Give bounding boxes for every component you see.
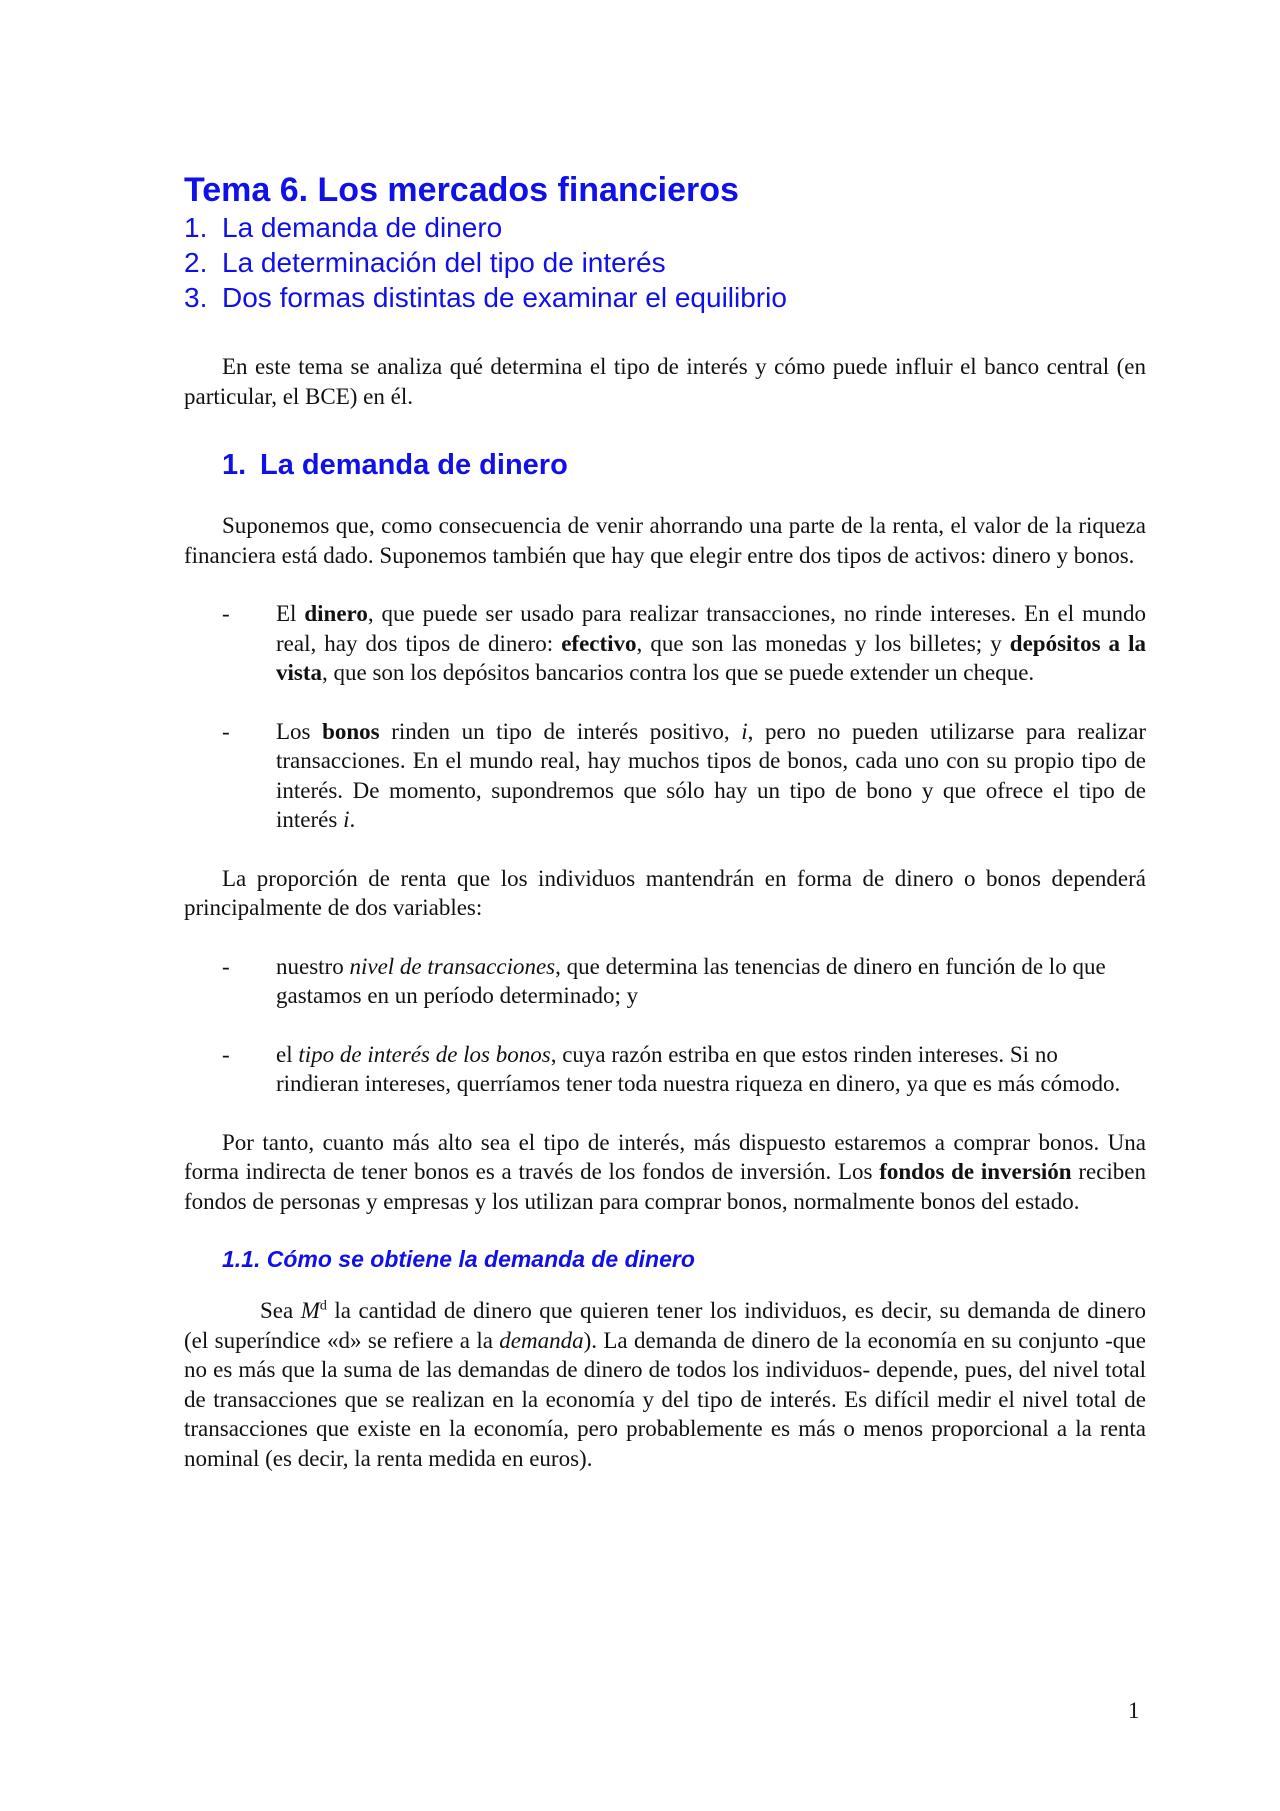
term-bonos: bonos xyxy=(322,718,380,744)
list-item-text: Los bonos rinden un tipo de interés positivo, i, pero no pueden utilizarse para realizar transacciones. En el mundo real, hay muchos tipos de bonos, cada uno con su propio tipo de interés. De momento, supondremos que sólo hay un tipo de bono y que ofrece el tipo de interés i. xyxy=(276,718,1146,832)
toc-item xyxy=(184,210,1146,245)
list-item-text: El dinero, que puede ser usado para realizar transacciones, no rinde intereses. En el mundo real, hay dos tipos de dinero: efectivo, que son las monedas y los billetes; y depósitos a la vista, que son los depósitos bancarios contra los que se puede extender un cheque. xyxy=(276,601,1146,685)
list-item-text: el tipo de interés de los bonos, cuya razón estriba en que estos rinden intereses. Si no rindieran intereses, querríamos tener toda nuestra riqueza en dinero, ya que es más cómodo. xyxy=(276,1041,1121,1096)
toc-item-number: 2. xyxy=(184,247,208,278)
term-efectivo: efectivo xyxy=(561,630,637,656)
term-depositos-vista: depósitos a la vista xyxy=(276,630,1146,685)
toc-item-label: La demanda de dinero xyxy=(222,212,503,243)
section-title: La demanda de dinero xyxy=(260,449,568,481)
section-number: 1. xyxy=(222,449,247,481)
list-item-money xyxy=(184,599,1146,688)
subsection-1-1-heading: 1.1. Cómo se obtiene la demanda de dinero xyxy=(222,1246,695,1272)
paragraph-investment-funds: Por tanto, cuanto más alto sea el tipo de interés, más dispuesto estaremos a comprar bonos. Una forma indirecta de tener bonos es a través de los fondos de inversión. Los fondos de inversión reciben fondos de personas y empresas y los utilizan para comprar bonos, normalmente bonos del estado. xyxy=(184,1129,1146,1214)
paragraph-money-demand: Sea $M^d$ la cantidad de dinero que quieren tener los individuos, es decir, su demanda de dinero (el superíndice «d» se refiere a la demanda). La demanda de dinero de la economía en su conjunto -que no es más que la suma de las demandas de dinero de todos los individuos- depende, pues, del nivel total de transacciones que se realizan en la economía y del tipo de interés. Es difícil medir el nivel total de transacciones que existe en la economía, pero probablemente es más o menos proporcional a la renta nominal (es decir, la renta medida en euros). xyxy=(184,1298,1146,1471)
page-number: 1 xyxy=(1128,1698,1140,1723)
paragraph-wealth: Suponemos que, como consecuencia de venir ahorrando una parte de la renta, el valor de la riqueza financiera está dado. Suponemos también que hay que elegir entre dos tipos de activos: dinero y bonos. xyxy=(184,513,1146,568)
variables-list xyxy=(184,952,1146,1099)
paragraph-variables: La proporción de renta que los individuos mantendrán en forma de dinero o bonos dependerá principalmente de dos variables: xyxy=(184,865,1146,920)
term-dinero: dinero xyxy=(304,601,368,626)
toc-item-label: La determinación del tipo de interés xyxy=(222,247,666,278)
list-item-text: nuestro nivel de transacciones, que determina las tenencias de dinero en función de lo que gastamos en un período determinado; y xyxy=(276,953,1106,1008)
table-of-contents xyxy=(184,210,1146,315)
bullet-dash: - xyxy=(222,953,230,979)
intro-paragraph: En este tema se analiza qué determina el tipo de interés y cómo puede influir el banco central (en particular, el BCE) en él. xyxy=(184,354,1146,409)
toc-item-label: Dos formas distintas de examinar el equilibrio xyxy=(222,282,787,313)
bullet-dash: - xyxy=(222,601,230,626)
list-item-interest-rate xyxy=(184,1040,1146,1099)
bullet-dash: - xyxy=(222,718,230,744)
asset-list xyxy=(184,599,1146,835)
list-item-bonds xyxy=(184,717,1146,835)
term-fondos-inversion: fondos de inversión xyxy=(879,1159,1072,1184)
section-1-heading xyxy=(222,447,1146,483)
list-item-transactions xyxy=(184,952,1146,1011)
toc-item xyxy=(184,245,1146,280)
document-page xyxy=(184,170,1146,1473)
toc-item-number: 3. xyxy=(184,282,208,313)
toc-item-number: 1. xyxy=(184,212,208,243)
toc-item xyxy=(184,280,1146,315)
bullet-dash: - xyxy=(222,1041,230,1067)
document-title: Tema 6. Los mercados financieros xyxy=(184,171,739,209)
